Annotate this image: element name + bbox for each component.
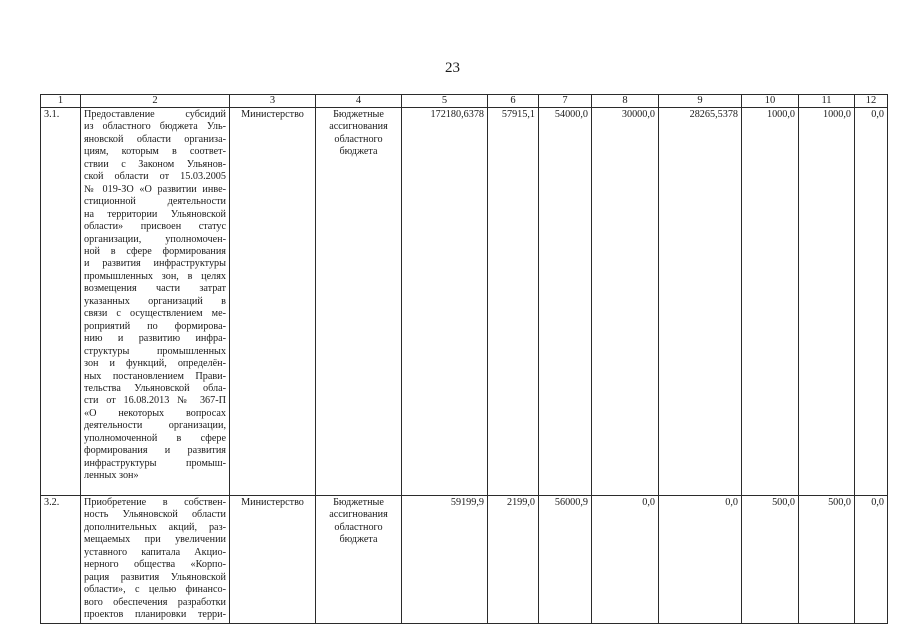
funding-source-line: ассигнования [329,509,388,521]
description-line: рация развития Ульяновской [84,571,226,583]
description-line: ной в сфере формирования [84,245,226,257]
column-number: 12 [855,95,888,108]
description-line: дополнительных акций, раз- [84,521,226,533]
description-line: вого обеспечения разработки [84,596,226,608]
column-number-row [41,95,888,108]
description-line: организации, уполномочен- [84,233,226,245]
executor-cell: Министерство [230,108,316,496]
description-line: из областного бюджета Уль- [84,121,226,133]
column-number: 7 [539,95,592,108]
measure-description [81,108,230,496]
description-line: структуры промышленных [84,345,226,357]
description-line: проектов планировки терри- [84,609,226,621]
description-line: инфраструктуры промыш- [84,457,226,469]
value-year: 30000,0 [592,108,659,496]
description-line: нерного общества «Корпо- [84,559,226,571]
column-number: 10 [742,95,799,108]
funding-source-line: Бюджетные [333,497,384,508]
description-line: деятельности организации, [84,420,226,432]
funding-source-line: областного [334,133,383,145]
description-line: области» присвоен статус [84,221,226,233]
row-index: 3.2. [41,496,81,624]
value-total: 172180,6378 [402,108,488,496]
description-line: на территории Ульяновской [84,208,226,220]
description-line: уполномоченной в сфере [84,432,226,444]
budget-table [40,94,888,624]
description-line: ствии с Законом Ульянов- [84,158,226,170]
table-row [41,496,888,624]
description-line: ных постановлением Прави- [84,370,226,382]
funding-source-line: бюджета [339,146,378,158]
description-line: области», с целью финансо- [84,584,226,596]
description-line: Предоставление субсидий [84,109,226,120]
value-year: 1000,0 [799,108,855,496]
row-index: 3.1. [41,108,81,496]
column-number: 6 [488,95,539,108]
description-line: стиционной деятельности [84,196,226,208]
description-line: тельства Ульяновской обла- [84,382,226,394]
column-number: 3 [230,95,316,108]
value-year: 28265,5378 [659,108,742,496]
value-year: 500,0 [742,496,799,624]
description-line: ленных зон» [84,470,139,482]
description-line: указанных организаций в [84,295,226,307]
description-line: возмещения части затрат [84,283,226,295]
description-line: промышленных зон, в целях [84,270,226,282]
funding-source-cell [316,108,402,496]
description-line: и развития инфраструктуры [84,258,226,270]
column-number: 2 [81,95,230,108]
table-row [41,108,888,496]
description-line: «О некоторых вопросах [84,407,226,419]
value-year: 500,0 [799,496,855,624]
funding-source-line: областного [334,521,383,533]
description-line: ность Ульяновской области [84,509,226,521]
column-number: 4 [316,95,402,108]
value-year: 0,0 [855,108,888,496]
description-line: нию и развитию инфра- [84,333,226,345]
executor-cell: Министерство [230,496,316,624]
description-line: Приобретение в собствен- [84,497,226,508]
funding-source-line: ассигнования [329,121,388,133]
column-number: 8 [592,95,659,108]
description-line: № 019-ЗО «О развитии инве- [84,183,226,195]
page-number: 23 [445,60,460,76]
description-line: мещаемых при увеличении [84,534,226,546]
description-line: ской области от 15.03.2005 [84,171,226,183]
column-number: 5 [402,95,488,108]
value-year: 56000,9 [539,496,592,624]
description-line: сти от 16.08.2013 № 367-П [84,395,226,407]
funding-source-cell [316,496,402,624]
column-number: 1 [41,95,81,108]
column-number: 9 [659,95,742,108]
funding-source-line: Бюджетные [333,109,384,120]
description-line: зон и функций, определён- [84,358,226,370]
value-year: 57915,1 [488,108,539,496]
value-year: 54000,0 [539,108,592,496]
description-line: роприятий по формирова- [84,320,226,332]
value-year: 0,0 [855,496,888,624]
description-line: связи с осуществлением ме- [84,308,226,320]
description-line: яновской области организа- [84,133,226,145]
value-year: 0,0 [659,496,742,624]
measure-description [81,496,230,624]
column-number: 11 [799,95,855,108]
description-line: уставного капитала Акцио- [84,546,226,558]
funding-source-line: бюджета [339,534,378,546]
description-line: циям, которым в соответ- [84,146,226,158]
value-year: 2199,0 [488,496,539,624]
value-year: 0,0 [592,496,659,624]
description-line: формирования и развития [84,445,226,457]
value-year: 1000,0 [742,108,799,496]
value-total: 59199,9 [402,496,488,624]
